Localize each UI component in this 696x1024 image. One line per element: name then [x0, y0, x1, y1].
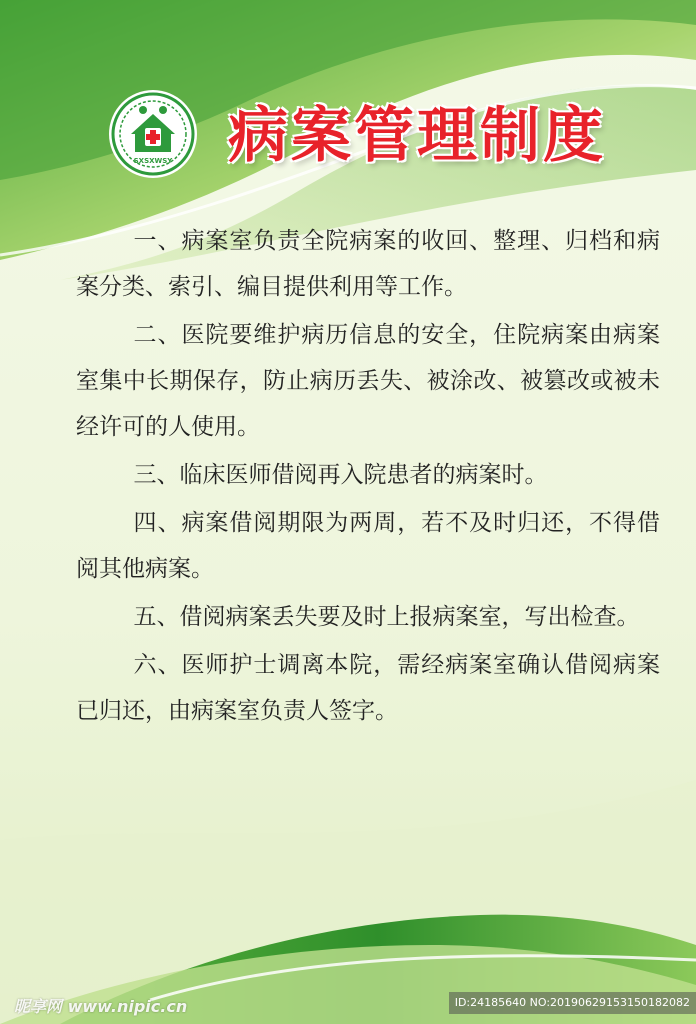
hospital-logo — [107, 88, 199, 180]
paragraph-4: 四、病案借阅期限为两周，若不及时归还，不得借阅其他病案。 — [76, 510, 660, 582]
paragraph-2: 二、医院要维护病历信息的安全，住院病案由病案室集中长期保存，防止病历丢失、被涂改、被篡改或被未经许可的人使用。 — [76, 322, 660, 440]
paragraph-1: 一、病案室负责全院病案的收回、整理、归档和病案分类、索引、编目提供利用等工作。 — [76, 228, 660, 300]
paragraph-6: 六、医师护士调离本院，需经病案室确认借阅病案已归还，由病案室负责人签字。 — [76, 652, 660, 724]
regulation-content — [76, 218, 660, 736]
page-title: 病案管理制度 — [228, 101, 606, 171]
logo-text: SXSXWSY — [133, 157, 173, 165]
watermark-site: 昵享网 www.nipic.cn — [14, 997, 188, 1016]
paragraph-3: 三、临床医师借阅再入院患者的病案时。 — [133, 462, 548, 488]
paragraph-5: 五、借阅病案丢失要及时上报病案室，写出检查。 — [133, 604, 640, 630]
watermark-id: ID:24185640 NO:20190629153150182082 — [449, 992, 696, 1014]
